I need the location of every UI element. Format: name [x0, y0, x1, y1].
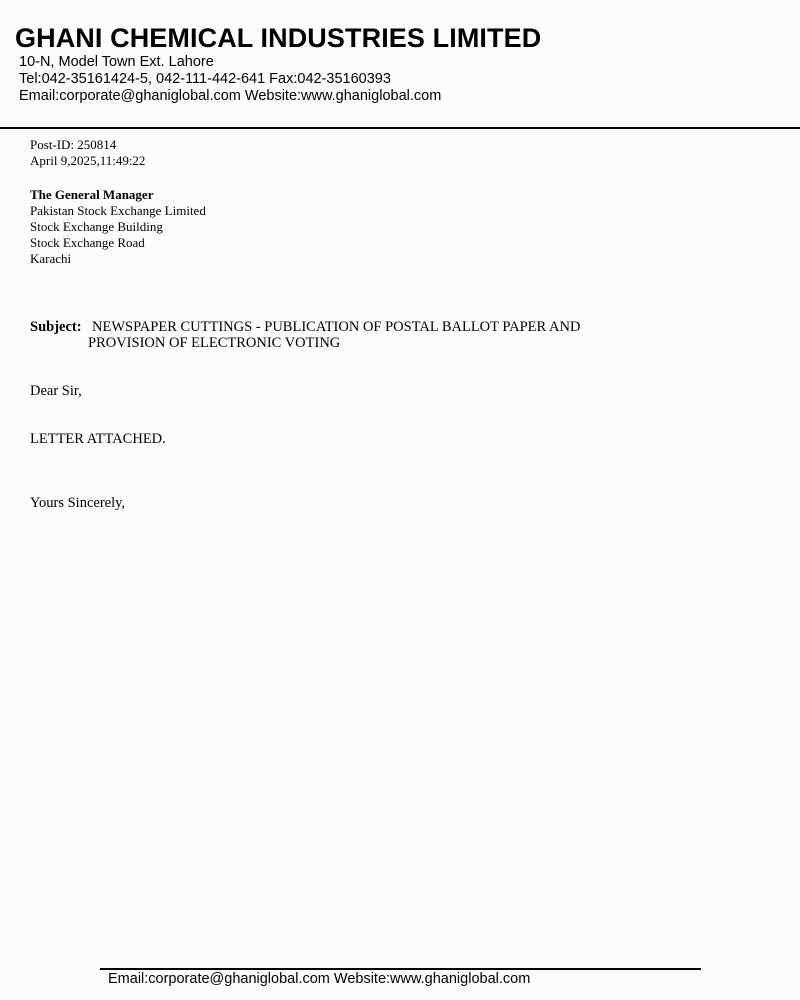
recipient-title: The General Manager — [30, 187, 154, 202]
company-name: GHANI CHEMICAL INDUSTRIES LIMITED — [15, 23, 542, 53]
subject-label: Subject: — [30, 319, 82, 335]
post-datetime: April 9,2025,11:49:22 — [30, 153, 146, 168]
company-email-website: Email:corporate@ghaniglobal.com Website:www.ghaniglobal.com — [19, 88, 442, 104]
recipient-line: Pakistan Stock Exchange Limited — [30, 203, 206, 218]
footer-divider — [100, 968, 701, 970]
recipient-line: Stock Exchange Building — [30, 219, 163, 234]
footer-email-website: Email:corporate@ghaniglobal.com Website:www.ghaniglobal.com — [108, 971, 531, 987]
subject-line-2: PROVISION OF ELECTRONIC VOTING — [88, 335, 341, 351]
closing: Yours Sincerely, — [30, 495, 126, 511]
header-divider — [0, 127, 800, 129]
body-message: LETTER ATTACHED. — [30, 431, 166, 447]
company-phone-fax: Tel:042-35161424-5, 042-111-442-641 Fax:042-35160393 — [19, 71, 391, 87]
post-id: Post-ID: 250814 — [30, 137, 117, 152]
salutation: Dear Sir, — [30, 383, 82, 399]
recipient-line: Stock Exchange Road — [30, 235, 145, 250]
subject-line-1: NEWSPAPER CUTTINGS - PUBLICATION OF POSTAL BALLOT PAPER AND — [92, 319, 581, 335]
company-address: 10-N, Model Town Ext. Lahore — [19, 54, 214, 70]
recipient-line: Karachi — [30, 251, 72, 266]
